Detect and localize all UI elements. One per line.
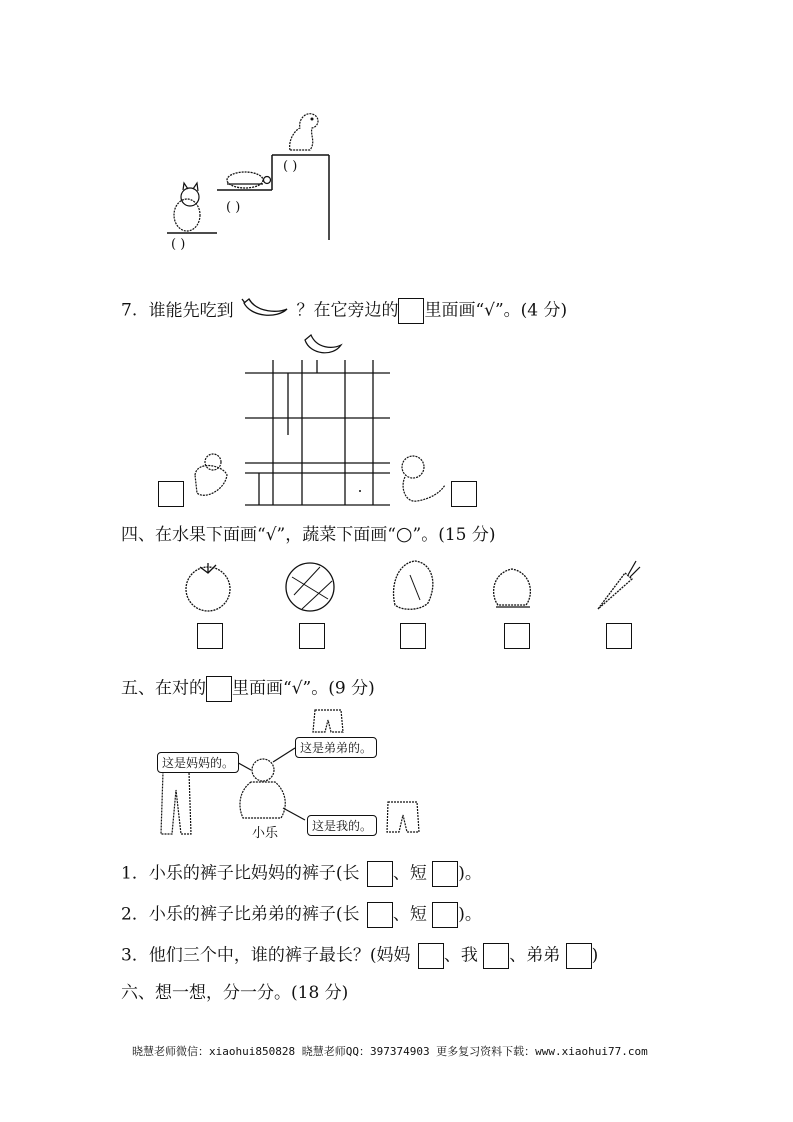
monkey-left-answer-box[interactable] xyxy=(158,481,184,507)
section-4-title xyxy=(121,524,496,545)
q2-mid: 、短 xyxy=(392,904,427,925)
watermelon-icon xyxy=(286,563,334,611)
q2-long-box[interactable] xyxy=(367,902,393,928)
monkey-right-answer-box[interactable] xyxy=(451,481,477,507)
q1-short-box[interactable] xyxy=(432,861,458,887)
tomato-icon xyxy=(186,563,230,611)
section-5-q3 xyxy=(121,943,598,969)
q1-long-box[interactable] xyxy=(367,861,393,887)
produce-drawings xyxy=(170,555,650,615)
q7-text-middle: ？在它旁边的 xyxy=(296,300,399,321)
stairs-drawing xyxy=(160,100,350,260)
q3-mom-box[interactable] xyxy=(418,943,444,969)
q1-end: )。 xyxy=(458,863,482,884)
bubble-brother: 这是弟弟的。 xyxy=(295,737,377,758)
stairs-blank-cat[interactable]: ( ) xyxy=(171,237,186,252)
q3-end: ) xyxy=(591,945,599,966)
carrot-icon xyxy=(598,561,640,609)
banana-top-icon xyxy=(305,335,341,353)
banana-icon xyxy=(239,301,291,321)
tomato-answer-box[interactable] xyxy=(197,623,223,649)
section-6-title: 六、想一想，分一分。(18 分) xyxy=(121,983,349,1003)
produce-row xyxy=(170,555,650,655)
monkey-left-icon xyxy=(195,454,227,495)
brother-pants-icon xyxy=(313,710,343,732)
bubble-mom: 这是妈妈的。 xyxy=(157,752,239,773)
stairs-figure xyxy=(160,100,350,260)
maze-grid xyxy=(155,325,485,510)
pants-figure xyxy=(155,700,395,840)
carrot-answer-box[interactable] xyxy=(606,623,632,649)
watermelon-answer-box[interactable] xyxy=(299,623,325,649)
section-5-title-before: 五、在对的 xyxy=(121,678,206,699)
stairs-blank-turtle[interactable]: ( ) xyxy=(226,200,241,215)
stairs-blank-dinosaur[interactable]: ( ) xyxy=(283,159,298,174)
q3-me-label: 、我 xyxy=(443,945,478,966)
maze-figure xyxy=(155,325,485,510)
turtle-icon xyxy=(227,172,271,188)
question-7 xyxy=(121,298,567,324)
cat-icon xyxy=(174,183,200,231)
child-name-label: 小乐 xyxy=(252,826,279,841)
q2-end: )。 xyxy=(458,904,482,925)
dinosaur-icon xyxy=(290,114,318,150)
section-4-title-after: ”。(15 分) xyxy=(412,525,496,545)
section-5-q2 xyxy=(121,902,482,928)
q7-number: 7. xyxy=(121,300,138,321)
section-5-q1 xyxy=(121,861,482,887)
q2-short-box[interactable] xyxy=(432,902,458,928)
q1-mid: 、短 xyxy=(392,863,427,884)
section-5-title xyxy=(121,676,375,702)
q1-text: 1．小乐的裤子比妈妈的裤子(长 xyxy=(121,863,360,884)
q7-text-before: 谁能先吃到 xyxy=(148,300,234,321)
q2-text: 2．小乐的裤子比弟弟的裤子(长 xyxy=(121,904,360,925)
cabbage-icon xyxy=(394,561,433,609)
q3-me-box[interactable] xyxy=(483,943,509,969)
section-4-title-before: 四、在水果下面画“√”，蔬菜下面画“ xyxy=(121,525,396,545)
monkey-right-icon xyxy=(402,456,445,501)
circle-symbol: ○ xyxy=(395,523,413,545)
xiaole-pants-icon xyxy=(387,802,419,832)
q7-text-after: 里面画“√”。(4 分) xyxy=(424,300,568,321)
peach-answer-box[interactable] xyxy=(504,623,530,649)
q3-brother-box[interactable] xyxy=(566,943,592,969)
page-footer: 晓慧老师微信：xiaohui850828 晓慧老师QQ：397374903 更多复习资料下载：www.xiaohui77.com xyxy=(132,1045,648,1058)
mom-pants-icon xyxy=(161,772,191,834)
peach-icon xyxy=(494,569,531,607)
q7-inline-box xyxy=(398,298,424,324)
q3-brother-label: 、弟弟 xyxy=(509,945,561,966)
cabbage-answer-box[interactable] xyxy=(400,623,426,649)
bubble-me: 这是我的。 xyxy=(307,815,377,836)
q3-text: 3．他们三个中，谁的裤子最长？(妈妈 xyxy=(121,945,411,966)
section-5-inline-box xyxy=(206,676,232,702)
section-5-title-after: 里面画“√”。(9 分) xyxy=(232,678,375,699)
